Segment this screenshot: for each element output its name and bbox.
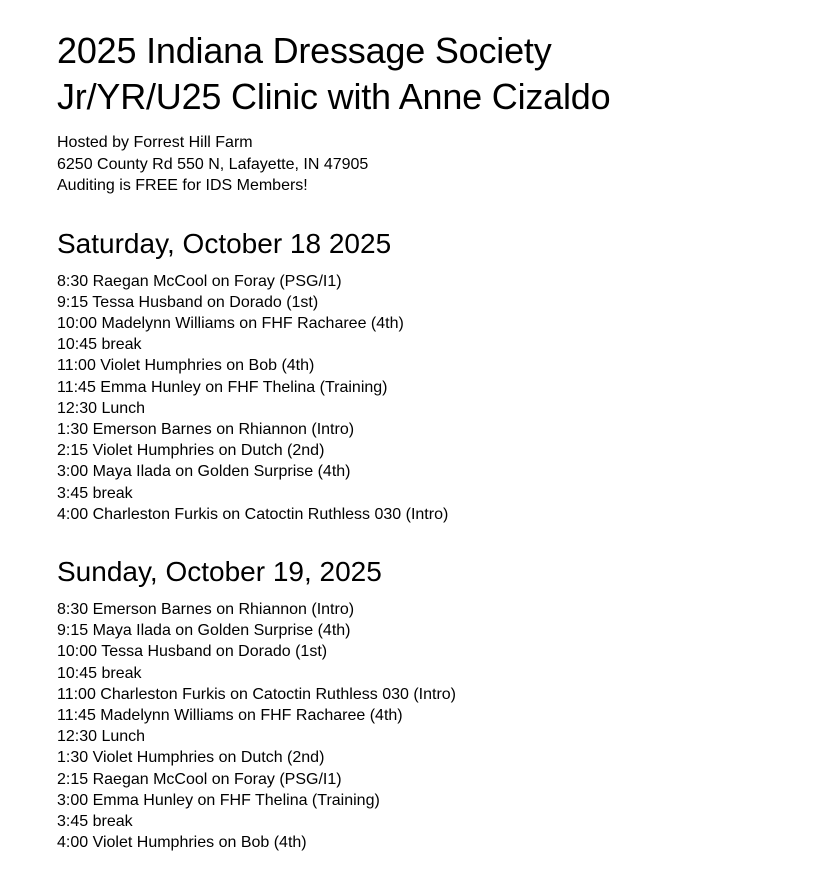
schedule-row: 3:45 break — [57, 812, 133, 830]
schedule-row: 3:45 break — [57, 484, 133, 502]
host-name: Hosted by Forrest Hill Farm — [57, 134, 253, 151]
schedule-row: 8:30 Raegan McCool on Foray (PSG/I1) — [57, 272, 342, 290]
schedule-row: 11:45 Madelynn Williams on FHF Racharee (4th) — [57, 706, 403, 724]
schedule-row: 2:15 Raegan McCool on Foray (PSG/I1) — [57, 770, 342, 788]
auditing-note: Auditing is FREE for IDS Members! — [57, 177, 308, 194]
day-heading-sunday: Sunday, October 19, 2025 — [57, 555, 382, 587]
host-info — [57, 132, 833, 197]
schedule-row: 11:00 Violet Humphries on Bob (4th) — [57, 357, 315, 375]
host-address: 6250 County Rd 550 N, Lafayette, IN 47905 — [57, 155, 369, 173]
title-line-1: 2025 Indiana Dressage Society — [57, 30, 552, 71]
schedule-row: 10:00 Madelynn Williams on FHF Racharee (4th) — [57, 314, 404, 332]
schedule-row: 10:00 Tessa Husband on Dorado (1st) — [57, 643, 328, 661]
schedule-row: 2:15 Violet Humphries on Dutch (2nd) — [57, 442, 325, 460]
day-heading-saturday: Saturday, October 18 2025 — [57, 227, 392, 259]
schedule-row: 3:00 Maya Ilada on Golden Surprise (4th) — [57, 463, 351, 481]
schedule-row: 1:30 Violet Humphries on Dutch (2nd) — [57, 749, 325, 767]
schedule-row: 4:00 Violet Humphries on Bob (4th) — [57, 834, 307, 852]
schedule-row: 9:15 Tessa Husband on Dorado (1st) — [57, 293, 319, 311]
schedule-row: 12:30 Lunch — [57, 399, 146, 417]
schedule-row: 3:00 Emma Hunley on FHF Thelina (Training) — [57, 791, 380, 809]
schedule-row: 1:30 Emerson Barnes on Rhiannon (Intro) — [57, 420, 355, 438]
page-title — [57, 28, 833, 120]
schedule-row: 8:30 Emerson Barnes on Rhiannon (Intro) — [57, 600, 355, 618]
schedule-row: 11:00 Charleston Furkis on Catoctin Ruthless 030 (Intro) — [57, 685, 457, 703]
title-line-2: Jr/YR/U25 Clinic with Anne Cizaldo — [57, 76, 611, 117]
schedule-row: 12:30 Lunch — [57, 728, 146, 746]
schedule-saturday — [57, 271, 833, 525]
schedule-row: 9:15 Maya Ilada on Golden Surprise (4th) — [57, 622, 351, 640]
schedule-row: 10:45 break — [57, 336, 142, 354]
schedule-row: 10:45 break — [57, 664, 142, 682]
schedule-sunday — [57, 599, 833, 853]
schedule-row: 11:45 Emma Hunley on FHF Thelina (Training) — [57, 378, 388, 396]
schedule-row: 4:00 Charleston Furkis on Catoctin Ruthless 030 (Intro) — [57, 505, 449, 523]
